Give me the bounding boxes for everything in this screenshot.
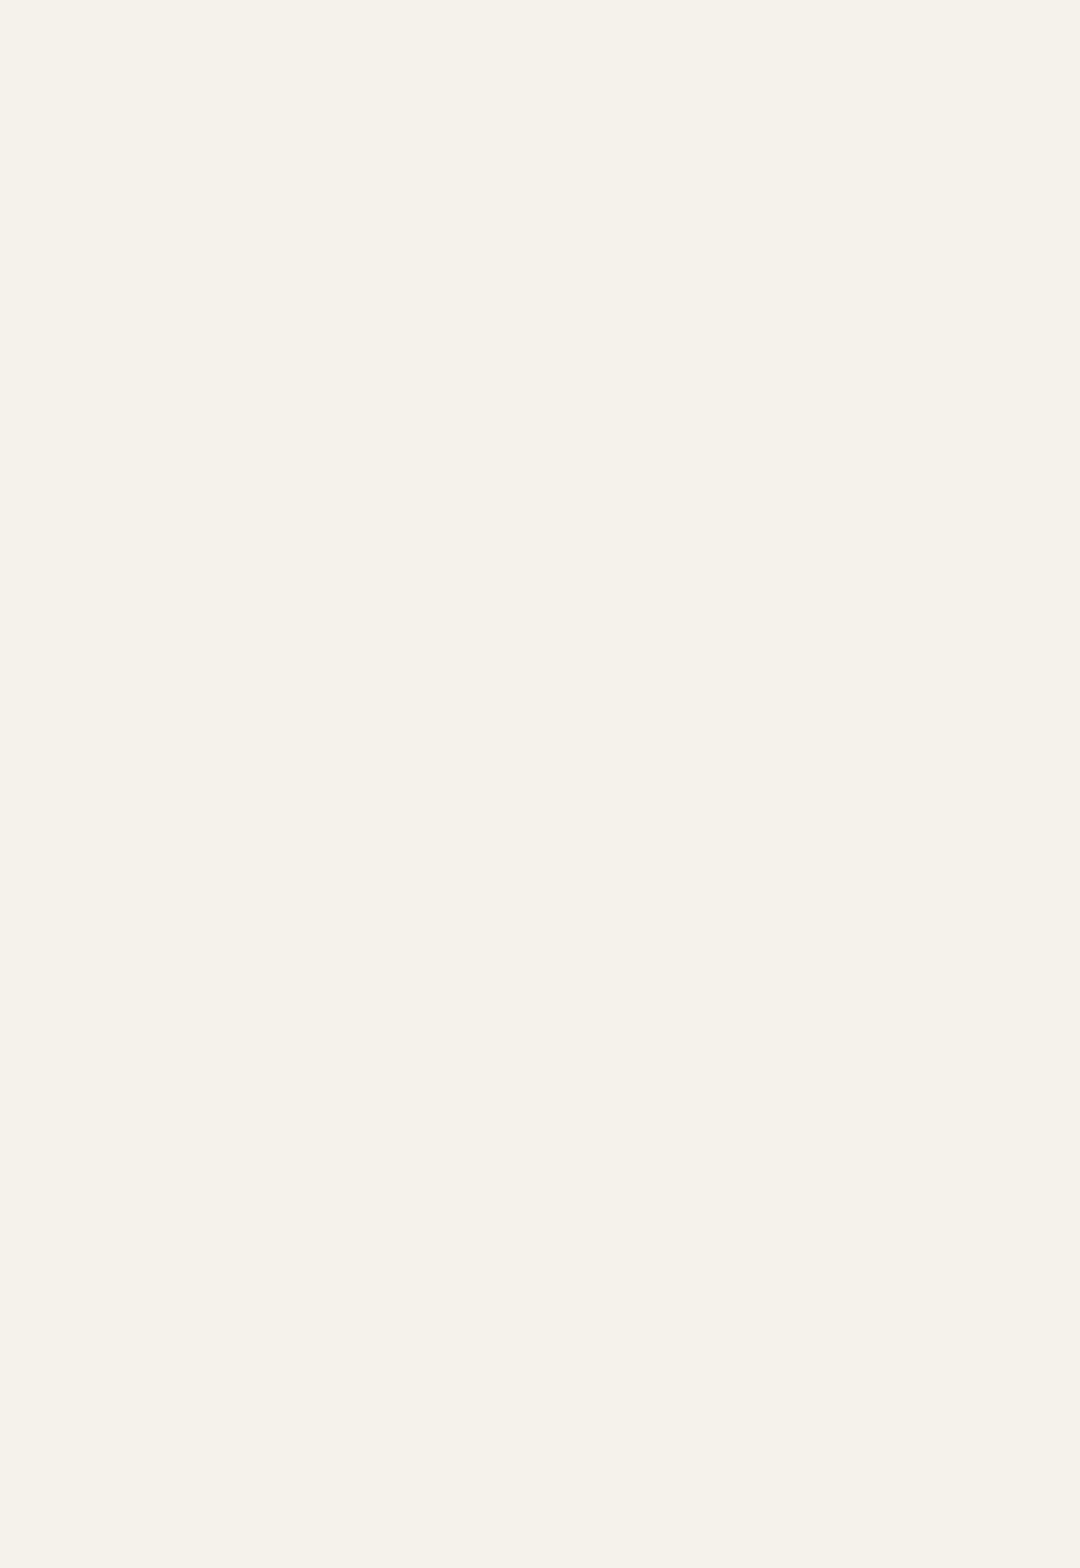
lower-text-section	[80, 812, 1000, 1502]
upper-text-section	[80, 100, 1000, 740]
